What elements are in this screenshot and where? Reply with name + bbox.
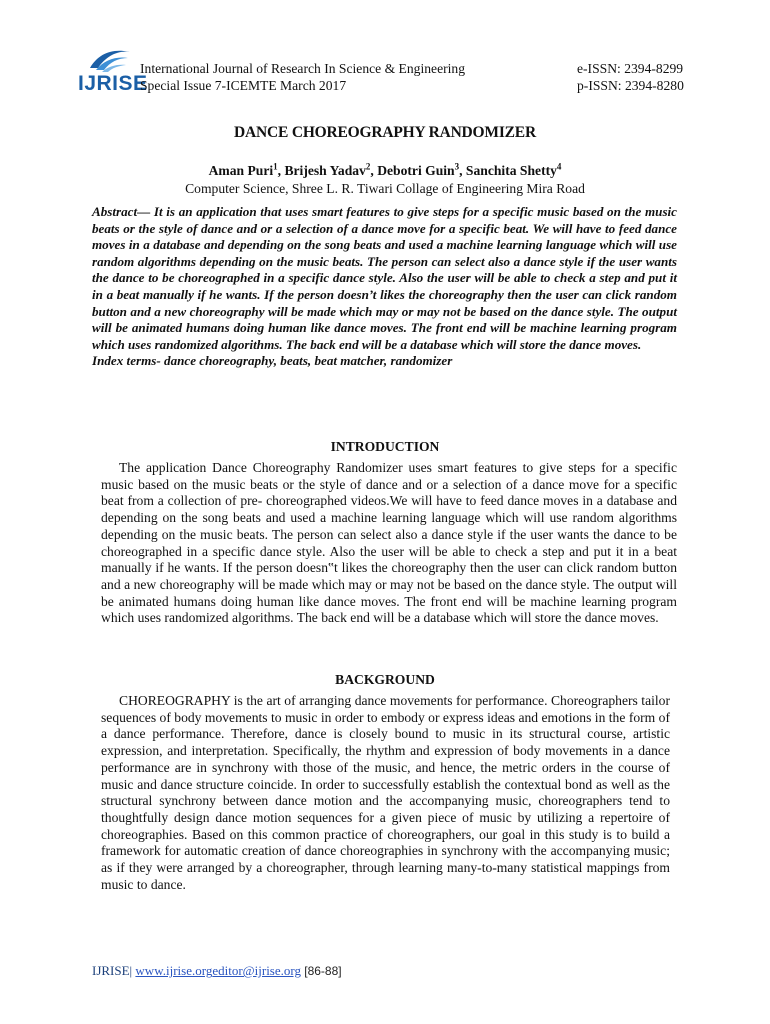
logo-text: IJRISE [78, 72, 148, 95]
p-issn: p-ISSN: 2394-8280 [577, 78, 684, 93]
introduction-section [101, 460, 677, 627]
email-link[interactable]: editor@ijrise.org [212, 963, 301, 978]
issn-info [577, 60, 684, 94]
background-section [101, 693, 670, 893]
page-range: [86-88] [304, 964, 342, 978]
page-footer [92, 963, 342, 979]
journal-info [140, 60, 465, 94]
affiliation: Computer Science, Shree L. R. Tiwari Collage of Engineering Mira Road [185, 181, 585, 196]
abstract-block [92, 204, 677, 370]
index-terms: Index terms- dance choreography, beats, beat matcher, randomizer [92, 353, 453, 369]
introduction-heading: INTRODUCTION [330, 439, 440, 454]
footer-prefix: IJRISE| [92, 963, 133, 978]
author: Debotri Guin$^3$, [377, 161, 466, 178]
background-text: CHOREOGRAPHY is the art of arranging dance movements for performance. Choreographers tailor sequences of body movements to music in order to embody or express ideas and emotions in the form of a dance performance. Therefore, dance is closely bound to music in its structural course, artistic expression, and interpretation. Specifically, the rhythm and expression of body movements in a dance performance are in synchrony with those of the music, and hence, the metric orders in the course of music and dance structure coincide. In order to successfully establish the contextual bond as well as the structural synchrony between dance motion and the accompanying music, choreographers tend to thoughtfully design dance motion sequences for a given piece of music by utilizing a repertoire of choreographies. Based on this common practice of choreographers, our goal in this study is to build a framework for automatic creation of dance choreographies in synchrony with the accompanying music; as if they were arranged by a choreographer, through learning many-to-many statistical mappings from music to dance. [101, 693, 670, 892]
abstract-text: Abstract— It is an application that uses smart features to give steps for a specific music based on the music beats or the style of dance and or a selection of a dance move for a specific beat. We will have to feed dance moves in a database and depending on the song beats and used a machine learning language which will use random algorithms depending on the music beats. The person can select also a dance style if the user wants the dance to be choreographed in a specific dance style. Also the user will be able to check a step and put it in a beat manually if he wants. If the person doesn’t likes the choreography then the user can click random button and a new choreography will be made which may or may not be based on the dance style. The output will be animated humans doing human like dance moves. The front end will be machine learning program which uses randomized algorithms. The back end will be a database which will store the dance moves. [92, 204, 677, 352]
journal-issue: Special Issue 7-ICEMTE March 2017 [140, 78, 347, 93]
author-list [0, 161, 770, 179]
background-heading: BACKGROUND [335, 672, 435, 687]
journal-logo [78, 44, 148, 96]
paper-title: DANCE CHOREOGRAPHY RANDOMIZER [234, 124, 536, 141]
author: Aman Puri$^1$, [208, 161, 285, 178]
author: Brijesh Yadav$^2$, [284, 161, 378, 178]
e-issn: e-ISSN: 2394-8299 [577, 61, 684, 76]
author: Sanchita Shetty$^4$ [465, 161, 562, 178]
website-link[interactable]: www.ijrise.org [135, 963, 213, 978]
journal-name: International Journal of Research In Science & Engineering [140, 61, 465, 76]
wave-logo-icon [88, 44, 132, 74]
introduction-text: The application Dance Choreography Randomizer uses smart features to give steps for a specific music based on the music beats or the style of dance and or a selection of a dance move for a specific beat from a collection of pre- choreographed videos.We will have to feed dance moves in a database and depending on the song beats and used a machine learning language which will use random algorithms depending on the music beats. The person can select also a dance style if the user wants the dance to be choreographed in a specific dance style. Also the user will be able to check a step and put it in a beat manually if he wants. If the person doesn‟t likes the choreography then the user can click random button and a new choreography will be made which may or may not be based on the dance style. The output will be animated humans doing human like dance moves. The front end will be machine learning program which uses randomized algorithms. The back end will be a database which will store the dance moves. [101, 460, 677, 626]
